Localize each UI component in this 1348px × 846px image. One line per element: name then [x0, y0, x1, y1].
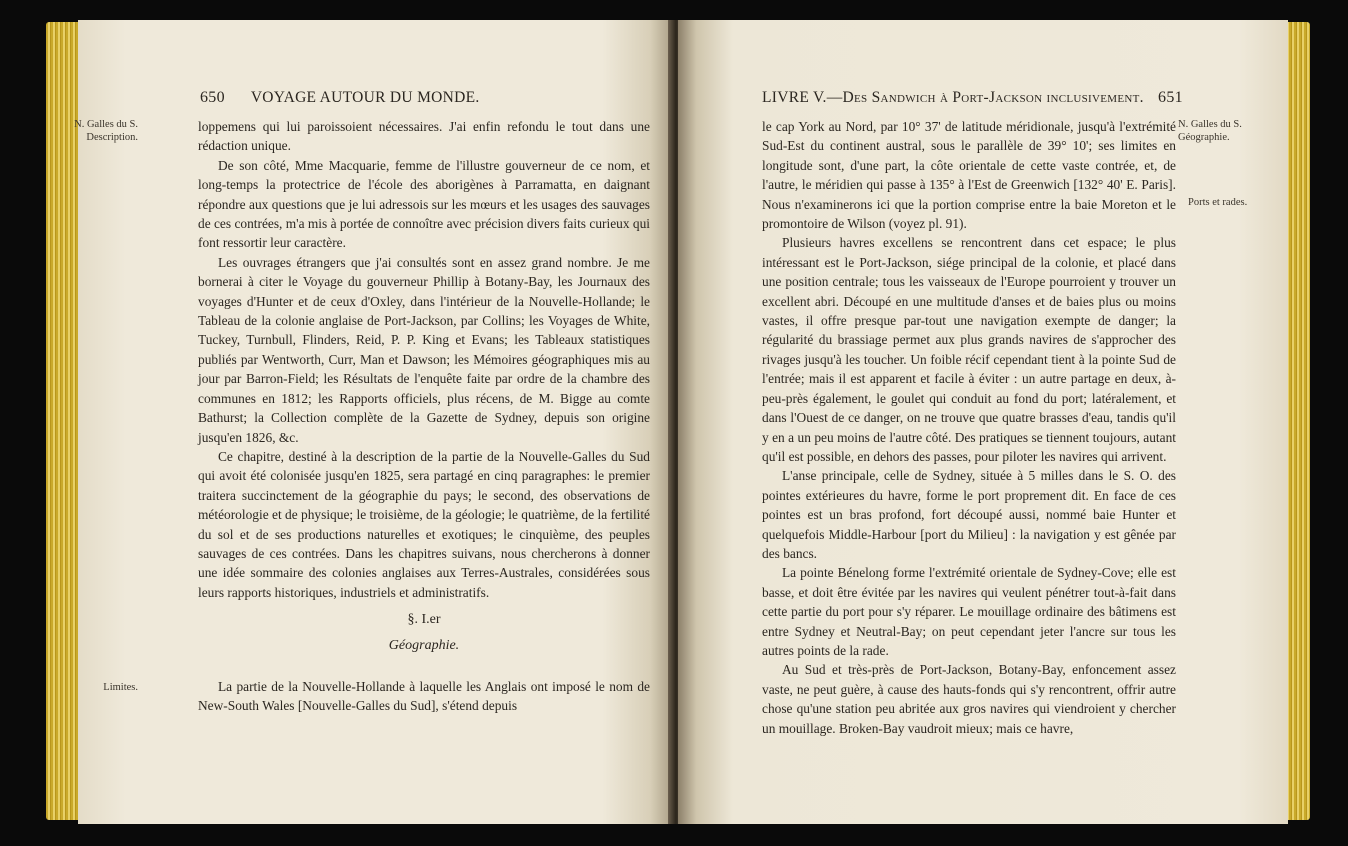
left-text-block [198, 117, 650, 602]
left-paragraph-1: loppemens qui lui paroissoient nécessaires. J'ai enfin refondu le tout dans une rédaction unique. [198, 119, 650, 154]
margin-note-limits: Limites. [103, 682, 138, 693]
right-margin-note-region [1178, 118, 1282, 144]
left-final-block [198, 677, 650, 716]
right-paragraph-3: L'anse principale, celle de Sydney, située à 5 milles dans le S. O. des pointes extérieures du havre, forme le port proprement dit. En face de ces pointes est un bras profond, fort découpé aussi, nommé baie Hunter et quelquefois Middle-Harbour [port du Milieu] : la navigation y est gênée par des bancs. [762, 468, 1176, 561]
section-title: Géographie. [388, 638, 460, 653]
right-text-block [762, 117, 1176, 738]
margin-note-geography: Géographie. [1178, 132, 1230, 143]
section-heading [198, 612, 650, 654]
right-paragraph-2: Plusieurs havres excellens se rencontrent dans cet espace; le plus intéressant est le Port-Jackson, siége principal de la colonie, et placé dans une position centrale; tous les vaisseaux de l'Europe pourroient y trouver un excellent abri. Découpé en une multitude d'anses et de baies plus ou moins vastes, il offre presque par-tout une navigation exempte de danger; la régularité du brassiage permet aux plus grands navires de s'approcher des rivages jusqu'à les toucher. Un foible récif cependant tient à la pointe Sud de l'entrée; mais il est apparent et facile à éviter : un autre partage en deux, à-peu-près également, le goulet qui conduit au fond du port; latéralement, et dans l'Ouest de ce danger, on ne trouve que quatre brasses d'eau, tandis qu'il y en a un peu moins de l'autre côté. Des pratiques se tiennent toujours, autant qu'il est possible, en dehors des passes, pour piloter les navires qui arrivent. [762, 235, 1176, 464]
left-final-paragraph: La partie de la Nouvelle-Hollande à laquelle les Anglais ont imposé le nom de New-South Wales [Nouvelle-Galles du Sud], s'étend depuis [198, 679, 650, 714]
margin-note-description: Description. [86, 132, 138, 143]
left-page [74, 20, 674, 824]
left-paragraph-2: De son côté, Mme Macquarie, femme de l'illustre gouverneur de ce nom, et long-temps la protectrice de l'école des aborigènes à Parramatta, en daignant répondre aux questions que je lui adressois sur les mœurs et les usages des sauvages de ces contrées, m'a mis à portée de connoître avec précision divers faits curieux qui font ressortir leur caractère. [198, 157, 650, 251]
margin-note-region: N. Galles du S. [74, 119, 138, 130]
left-paragraph-3: Les ouvrages étrangers que j'ai consultés sont en assez grand nombre. Je me bornerai à citer le Voyage du gouverneur Phillip à Botany-Bay, les Journaux des voyages d'Hunter et de ceux d'Oxley, dans l'intérieur de la Nouvelle-Hollande; le Tableau de la colonie anglaise de Port-Jackson, par Collins; les Voyages de White, Tuckey, Turnbull, Flinders, Reid, P. P. King et Evans; les Tableaux statistiques publiés par Wentworth, Curr, Man et Dawson; les Mémoires géographiques mis au jour par Barron-Field; les Résultats de l'enquête faite par ordre de la chambre des communes en 1812; les Rapports officiels, plus récens, de M. Bigge au comte Bathurst; la Collection complète de la Gazette de Sydney, depuis son origine jusqu'en 1826, &c. [198, 254, 650, 445]
right-page-number: 651 [1158, 89, 1183, 106]
left-page-number: 650 [200, 89, 225, 106]
right-page-header [762, 89, 1183, 107]
margin-note-region-right: N. Galles du S. [1178, 119, 1242, 130]
right-paragraph-4: La pointe Bénelong forme l'extrémité orientale de Sydney-Cove; elle est basse, et doit être évitée par les navires qui veulent pénétrer tout-à-fait dans cette partie du port pour s'y réparer. Le mouillage ordinaire des bâtimens est entre Sydney et Neutral-Bay; on peut cependant jeter l'ancre sur tous les autres points de la rade. [762, 565, 1176, 658]
right-page-edges [1286, 22, 1310, 820]
right-paragraph-1: le cap York au Nord, par 10° 37' de latitude méridionale, jusqu'à l'extrémité Sud-Est du continent austral, sous le parallèle de 39° 10'; ses limites en longitude sont, d'une part, la côte orientale de cette vaste contrée, et, de l'autre, le méridien qui passe à 135° à l'Est de Greenwich [132° 40' E. Paris]. Nous n'examinerons ici que la portion comprise entre la baie Moreton et le promontoire de Wilson (voyez pl. 91). [762, 119, 1176, 232]
right-page [678, 20, 1288, 824]
left-running-title: VOYAGE AUTOUR DU MONDE. [250, 89, 480, 106]
margin-note-ports: Ports et rades. [1188, 197, 1248, 208]
right-paragraph-5: Au Sud et très-près de Port-Jackson, Botany-Bay, enfoncement assez vaste, ne peut guère, à cause des hauts-fonds qui s'y rencontrent, offrir autre chose qu'une station peu abritée aux gros navires qui viendroient y chercher un mouillage. Broken-Bay vaudroit mieux; mais ce havre, [762, 662, 1176, 736]
section-number: §. I.er [407, 612, 441, 627]
right-running-title: LIVRE V.—Des Sandwich à Port-Jackson inclusivement. [762, 89, 1144, 106]
left-paragraph-4: Ce chapitre, destiné à la description de la partie de la Nouvelle-Galles du Sud qui avoit été colonisée jusqu'en 1825, sera partagé en cinq paragraphes: le premier traitera succinctement de la géographie du pays; le second, des observations de météorologie et de physique; le troisième, de la géologie; le quatrième, de la fertilité du sol et de ses productions naturelles et exotiques; le cinquième, des peuples sauvages de ces contrées. Dans les chapitres suivans, nous chercherons à donner une idée sommaire des colonies anglaises aux Terres-Australes, considérées sous leurs rapports historiques, industriels et administratifs. [198, 448, 650, 600]
left-page-header [200, 89, 480, 107]
left-margin-note-region [22, 118, 138, 144]
